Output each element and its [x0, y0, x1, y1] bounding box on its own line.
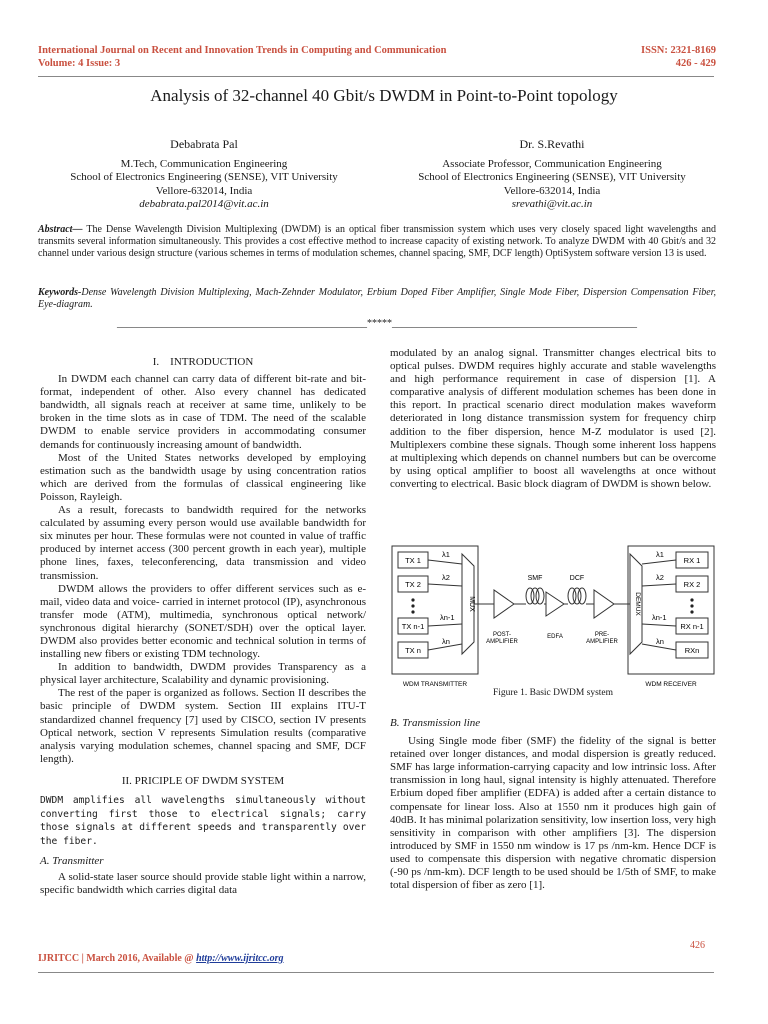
page-number: 426	[690, 940, 705, 951]
dwdm-block-diagram	[390, 540, 716, 690]
paragraph: Using Single mode fiber (SMF) the fidelity of the signal is better retained over longer distances, and modal dispersion is greatly reduced. SMF has large information-carrying capacity and low intrinsic loss. After transmission in long haul, signal intensity is highly attenuated. Therefore Erbium doped fiber amplifier (EDFA) is added after a certain distance to compensate for linear loss. Also at 1550 nm it produces high gain of 40dB. It has minimal polarization sensitivity, low insertion loss, very high sensitivity in comparison with other amplifiers [3]. The dispersion introduced by SMF in 1550 nm window is 17 ps /nm-km. Hence DCF is used to compensate this dispersion with negative chromatic dispersion (-90 ps /nm-km). DCF length to be used should be 1/5th of SMF, to make total dispersion of fiber as zero [1].	[390, 735, 716, 892]
paper-title: Analysis of 32-channel 40 Gbit/s DWDM in Point-to-Point topology	[150, 86, 618, 105]
rx-panel-label: WDM RECEIVER	[645, 681, 697, 688]
journal-name: International Journal on Recent and Innovation Trends in Computing and Communication	[38, 45, 447, 56]
author-affiliation: M.Tech, Communication Engineering	[120, 157, 288, 170]
pre-amplifier-symbol	[594, 590, 614, 618]
journal-link[interactable]: http://www.ijritcc.org	[196, 953, 284, 964]
principle-statement: DWDM amplifies all wavelengths simultaneously without converting first those to electrical signals; carry those signals at different speeds and transparently over the fiber.	[40, 795, 366, 847]
demux-label: DEMUX	[634, 592, 641, 616]
subsection-transmission-line: B. Transmission line	[390, 717, 481, 729]
rx-lambda: λ2	[656, 573, 664, 582]
right-column-lower	[390, 717, 716, 892]
tx-lambda: λn	[442, 637, 450, 646]
post-amplifier-label: POST-AMPLIFIER	[486, 632, 518, 645]
footer	[38, 953, 284, 964]
section-heading-introduction	[40, 356, 366, 369]
abstract-label: Abstract—	[38, 224, 83, 235]
footer-text: IJRITCC | March 2016, Available @	[38, 953, 197, 964]
paragraph: modulated by an analog signal. Transmitter changes electrical bits to optical pulses. DWDM requires highly accurate and stable wavelengths and high performance requirement in case of dispersion [1]. A comparative analysis of different modulation schemes has been done in this report. In practical scenario direct modulation makes waveform deteriorated in long distance transmission system for frequency chirp addition to the fiber dispersion, hence M-Z modulator is used [2]. Multiplexers combine these signals. Though some inherent loss happens at multiplexing which depends on channel numbers but can be overcome by using optical amplifier to boost all wavelengths at once without converting to electrical. Basic block diagram of DWDM is shown below.	[390, 347, 716, 490]
section-title: INTRODUCTION	[170, 356, 254, 368]
footer-rule	[38, 972, 714, 973]
paragraph: In addition to bandwidth, DWDM provides Transparency as a physical layer architecture, Scalability and dynamic provisioning.	[40, 661, 366, 687]
smf-label: SMF	[527, 575, 543, 582]
rx-lambda: λn-1	[652, 613, 667, 622]
author-affiliation: School of Electronics Engineering (SENSE), VIT University	[70, 171, 338, 183]
rx-label: RXn	[684, 646, 700, 655]
tx-label: TX n	[405, 646, 421, 655]
keywords	[38, 287, 716, 311]
tx-label: TX 1	[405, 556, 421, 565]
smf-coil	[526, 588, 544, 604]
dcf-label: DCF	[569, 575, 585, 582]
figure-caption: Figure 1. Basic DWDM system	[492, 688, 614, 698]
keywords-text: Dense Wavelength Division Multiplexing, Mach-Zehnder Modulator, Erbium Doped Fiber Amplifier, Single Mode Fiber, Dispersion Compensation Fiber, Eye-diagram.	[38, 287, 716, 310]
header-rule	[38, 76, 714, 77]
section-separator: __________________________________________________*****_________________________________________________	[117, 318, 637, 329]
paragraph: The rest of the paper is organized as follows. Section II describes the basic principle of DWDM system. Section III explains ITU-T standardized channel frequency [7] used by CISCO, section IV presents Optical network, section V represents Simulation results (comparative analysis varying modulation schemes, channel spacing and SMF, DCF length).	[40, 687, 366, 765]
tx-lambda: λ2	[442, 573, 450, 582]
author-email: debabrata.pal2014@vit.ac.in	[139, 198, 269, 210]
author-affiliation: Vellore-632014, India	[503, 184, 601, 197]
dcf-coil	[568, 588, 586, 604]
section-number: I.	[152, 356, 160, 368]
rx-lambda: λ1	[656, 550, 664, 559]
section-heading-principle: II. PRICIPLE OF DWDM SYSTEM	[121, 774, 285, 787]
abstract	[38, 224, 716, 260]
tx-lambda: λ1	[442, 550, 450, 559]
right-column	[390, 347, 716, 491]
left-column	[40, 356, 366, 897]
paragraph: As a result, forecasts to bandwidth required for the networks calculated by assuming every person would use available bandwidth for six minutes per hour. These formulas were not counted in value of traffic produced by internet access (300 percent growth in each year), multiple phone lines, faxes, teleconferencing, data transmission and video transmission.	[40, 504, 366, 582]
author-affiliation: School of Electronics Engineering (SENSE), VIT University	[418, 171, 686, 183]
tx-lambda: λn-1	[440, 613, 455, 622]
edfa-symbol	[546, 592, 564, 616]
author-name: Dr. S.Revathi	[519, 137, 585, 151]
tx-blocks	[398, 550, 462, 658]
author-affiliation: Associate Professor, Communication Engineering	[442, 157, 662, 170]
paragraph: Most of the United States networks developed by employing estimation such as the bandwidth usage by using concentration ratios which are derived from the formulas of classical engineering like Poisson, Rayleigh.	[40, 451, 366, 503]
author-name: Debabrata Pal	[170, 137, 238, 151]
rx-label: RX 2	[683, 580, 701, 589]
rx-blocks	[642, 550, 708, 658]
journal-volume: Volume: 4 Issue: 3	[38, 58, 121, 69]
author-block-1	[34, 138, 374, 212]
tx-label: TX n-1	[401, 622, 425, 631]
rx-label: RX 1	[683, 556, 701, 565]
mux-label: MUX	[468, 596, 475, 612]
rx-lambda: λn	[656, 637, 664, 646]
tx-label: TX 2	[405, 580, 421, 589]
tx-panel-label: WDM TRANSMITTER	[402, 681, 468, 688]
journal-pages: 426 - 429	[675, 58, 716, 69]
rx-label: RX n-1	[680, 622, 704, 631]
abstract-text: The Dense Wavelength Division Multiplexing (DWDM) is an optical fiber transmission system which uses very closely spaced light wavelengths and transmits several information simultaneously. This provides a cost effective method to increase capacity of existing network. To analyze DWDM with 40 Gbit/s and 32 channel under various design structure (various schemes in terms of modulation schemes, channel spacing, SMF, DCF length) OptiSystem software version 13 is used.	[38, 224, 716, 259]
author-affiliation: Vellore-632014, India	[155, 184, 253, 197]
post-amplifier-symbol	[494, 590, 514, 618]
paragraph: DWDM allows the providers to offer different services such as e-mail, video data and voice- carried in internet protocol (IP), asynchronous transfer mode (ATM), multimedia, synchronous optical network/ synchronous digital hierarchy (SONET/SDH) over the optical layer. DWDM also provides better economic and technical solution in terms of installing new fibers or existing TDM technology.	[40, 582, 366, 661]
journal-issn: ISSN: 2321-8169	[641, 45, 716, 56]
author-block-2	[382, 138, 722, 212]
pre-amplifier-label: PRE-AMPLIFIER	[586, 632, 618, 645]
edfa-label: EDFA	[547, 634, 563, 640]
subsection-transmitter: A. Transmitter	[40, 855, 104, 867]
author-email: srevathi@vit.ac.in	[511, 198, 593, 210]
paragraph: In DWDM each channel can carry data of different bit-rate and bit-format, independent of other. Also every channel has dedicated bandwidth, all signals reach at receiver at same time, unlikely to be broken in the time slots as in case of TDM. The need of the scalable DWDM to enable service providers in accommodating consumer demands for continuously increasing amount of bandwidth.	[40, 373, 366, 451]
keywords-label: Keywords-	[38, 287, 82, 298]
paragraph: A solid-state laser source should provide stable light within a narrow, specific bandwidth which carries digital data	[40, 871, 366, 897]
